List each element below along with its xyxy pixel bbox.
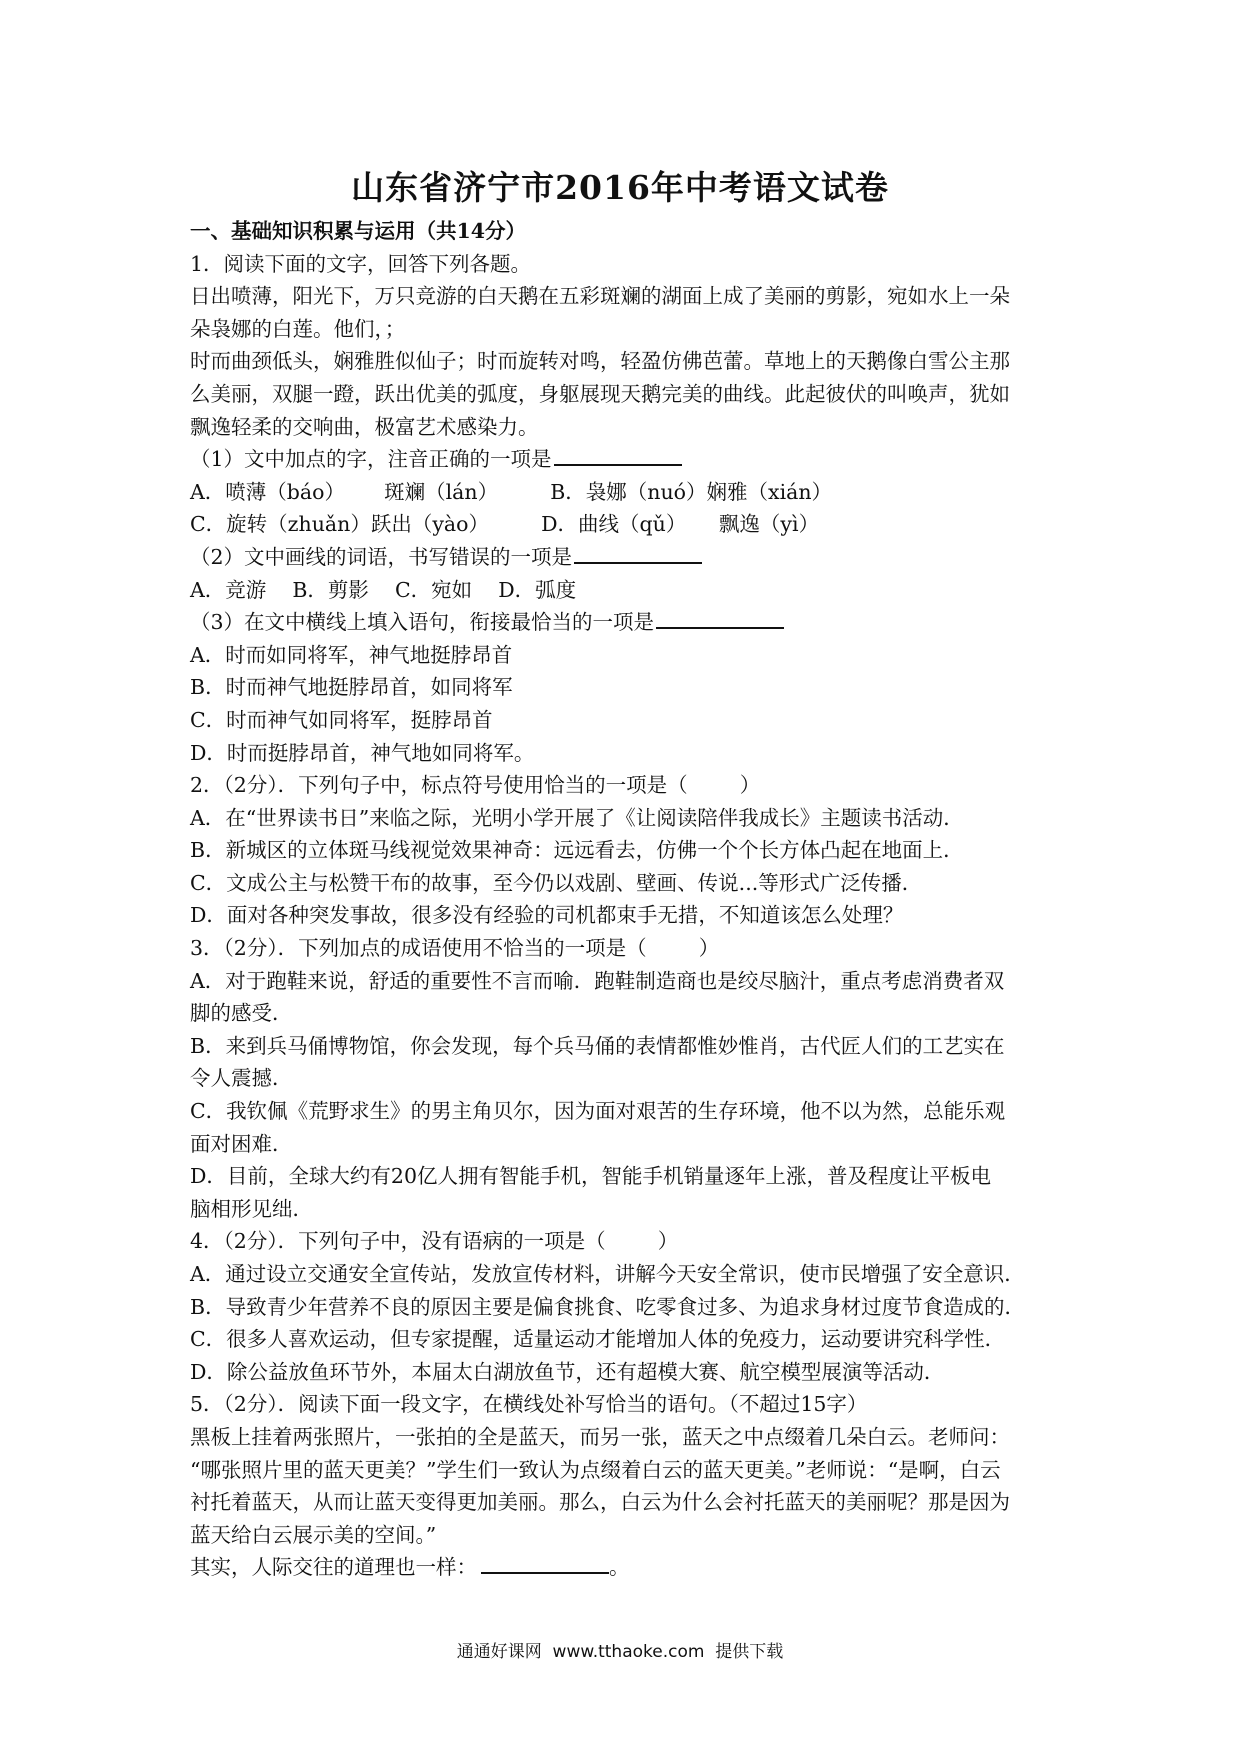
answer-blank[interactable] <box>554 444 682 466</box>
option-line: C．很多人喜欢运动，但专家提醒，适量运动才能增加人体的免疫力，运动要讲究科学性． <box>190 1327 1006 1352</box>
option-line: B．来到兵马俑博物馆，你会发现，每个兵马俑的表情都惟妙惟肖，古代匠人们的工艺实在 <box>190 1033 1005 1058</box>
option-line: 面对困难． <box>190 1131 293 1156</box>
option-line: 令人震撼． <box>190 1066 293 1091</box>
answer-blank[interactable] <box>656 607 784 629</box>
subquestion-1 <box>190 443 1070 476</box>
subquestion-1-stem: （1）文中加点的字，注音正确的一项是 <box>190 447 552 472</box>
passage-line: 黑板上挂着两张照片，一张拍的全是蓝天，而另一张，蓝天之中点缀着几朵白云。老师问： <box>190 1424 1010 1449</box>
option-line: C．时而神气如同将军，挺脖昂首 <box>190 707 493 732</box>
passage-line: 么美丽，双腿一蹬，跃出优美的弧度，身躯展现天鹅完美的曲线。此起彼伏的叫唤声，犹如 <box>190 381 1010 406</box>
passage-line: 日出喷薄，阳光下，万只竞游的白天鹅在五彩斑斓的湖面上成了美丽的剪影，宛如水上一朵 <box>190 284 1010 309</box>
question-2-stem: 2．（2分）．下列句子中，标点符号使用恰当的一项是（ ） <box>190 773 761 798</box>
option-line: A．对于跑鞋来说，舒适的重要性不言而喻．跑鞋制造商也是绞尽脑汁，重点考虑消费者双 <box>190 968 1005 993</box>
question-1-stem: 1．阅读下面的文字，回答下列各题。 <box>190 251 532 276</box>
answer-prefix: 其实，人际交往的道理也一样： <box>190 1555 477 1580</box>
option-line: D．除公益放鱼环节外，本届太白湖放鱼节，还有超模大赛、航空模型展演等活动． <box>190 1359 945 1384</box>
option-line: B．新城区的立体斑马线视觉效果神奇：远远看去，仿佛一个个长方体凸起在地面上． <box>190 838 964 863</box>
passage-line: 衬托着蓝天，从而让蓝天变得更加美丽。那么，白云为什么会衬托蓝天的美丽呢？那是因为 <box>190 1490 1010 1515</box>
option-line: C．旋转（zhuǎn）跃出（yào） D．曲线（qǔ） 飘逸（yì） <box>190 512 820 537</box>
option-line: A．时而如同将军，神气地挺脖昂首 <box>190 642 513 667</box>
question-4-stem: 4．（2分）．下列句子中，没有语病的一项是（ ） <box>190 1229 679 1254</box>
option-line: D．面对各种突发事故，很多没有经验的司机都束手无措，不知道该怎么处理？ <box>190 903 904 928</box>
passage-line: 蓝天给白云展示美的空间。” <box>190 1522 437 1547</box>
question-3-stem: 3．（2分）．下列加点的成语使用不恰当的一项是（ ） <box>190 936 720 961</box>
option-line: C．我钦佩《荒野求生》的男主角贝尔，因为面对艰苦的生存环境，他不以为然，总能乐观 <box>190 1099 1006 1124</box>
page-title: 山东省济宁市2016年中考语文试卷 <box>351 168 889 207</box>
subquestion-2-stem: （2）文中画线的词语，书写错误的一项是 <box>190 544 573 569</box>
option-line: D．时而挺脖昂首，神气地如同将军。 <box>190 740 535 765</box>
passage-line: 时而曲颈低头，娴雅胜似仙子；时而旋转对鸣，轻盈仿佛芭蕾。草地上的天鹅像白雪公主那 <box>190 349 1010 374</box>
option-line: A．喷薄（báo） 斑斓（lán） B．袅娜（nuó）娴雅（xián） <box>190 479 833 504</box>
option-line: A．在“世界读书日”来临之际，光明小学开展了《让阅读陪伴我成长》主题读书活动． <box>190 805 964 830</box>
section-heading: 一、基础知识积累与运用（共14分） <box>190 219 527 243</box>
download-footer: 通通好课网 www.tthaoke.com 提供下载 <box>456 1642 784 1662</box>
passage-line: 飘逸轻柔的交响曲，极富艺术感染力。 <box>190 414 539 439</box>
option-line: C．文成公主与松赞干布的故事，至今仍以戏剧、壁画、传说...等形式广泛传播． <box>190 870 923 895</box>
subquestion-3 <box>190 606 1070 639</box>
question-5-answer-line <box>190 1551 1070 1584</box>
option-line: B．时而神气地挺脖昂首，如同将军 <box>190 675 513 700</box>
answer-blank[interactable] <box>481 1552 609 1574</box>
option-line: 脑相形见绌． <box>190 1196 313 1221</box>
passage-line: 朵袅娜的白莲。他们，； <box>190 316 406 341</box>
answer-suffix: 。 <box>609 1555 630 1580</box>
answer-blank[interactable] <box>574 542 702 564</box>
passage-line: “哪张照片里的蓝天更美？”学生们一致认为点缀着白云的蓝天更美。”老师说：“是啊，白云 <box>190 1457 1001 1482</box>
option-line: D．目前，全球大约有20亿人拥有智能手机，智能手机销量逐年上涨，普及程度让平板电 <box>190 1164 992 1189</box>
subquestion-3-stem: （3）在文中横线上填入语句，衔接最恰当的一项是 <box>190 610 655 635</box>
question-5-stem: 5．（2分）．阅读下面一段文字，在横线处补写恰当的语句。（不超过15字） <box>190 1392 868 1417</box>
subquestion-2 <box>190 541 1070 574</box>
option-line: A．竞游 B．剪影 C．宛如 D．弧度 <box>190 577 577 602</box>
option-line: 脚的感受． <box>190 1001 293 1026</box>
option-line: B．导致青少年营养不良的原因主要是偏食挑食、吃零食过多、为追求身材过度节食造成的． <box>190 1294 1026 1319</box>
option-line: A．通过设立交通安全宣传站，发放宣传材料，讲解今天安全常识，使市民增强了安全意识． <box>190 1262 1025 1286</box>
exam-content <box>190 215 1070 1584</box>
